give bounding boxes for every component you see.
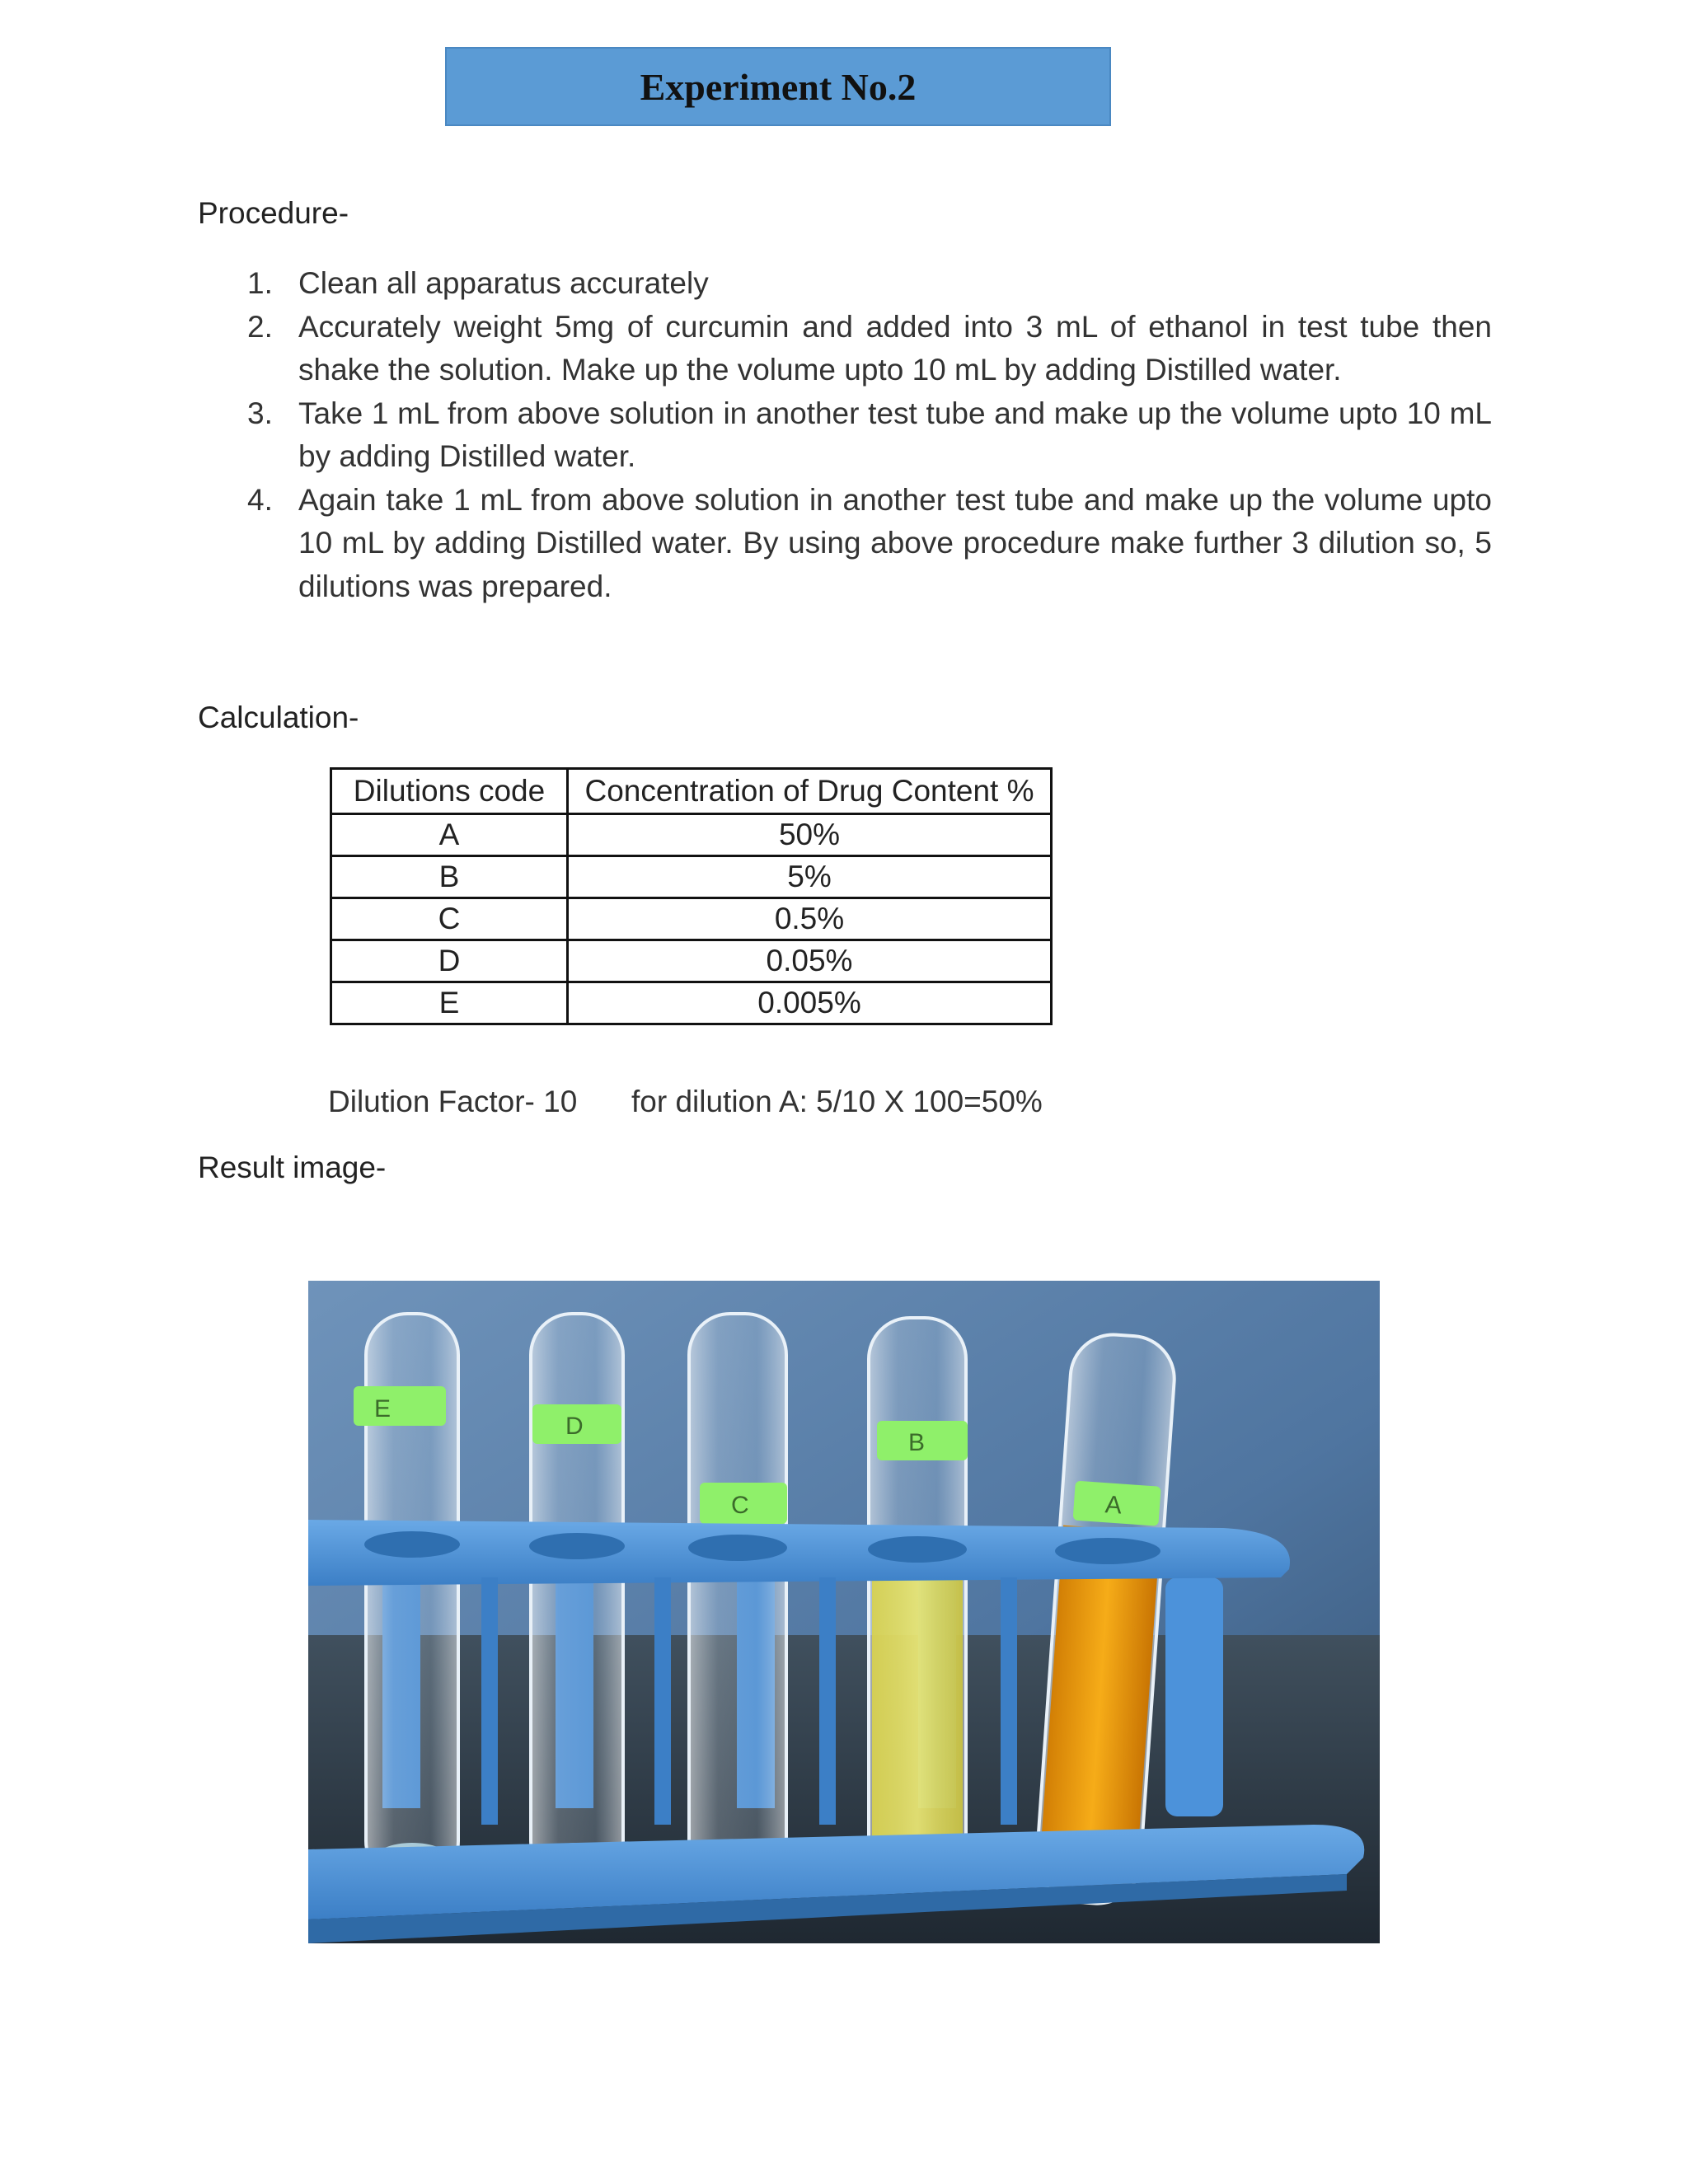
rack-post xyxy=(481,1577,498,1825)
concentration-cell: 50% xyxy=(568,814,1052,856)
table-row xyxy=(331,940,1052,982)
step-number: 4. xyxy=(247,482,273,517)
dilution-code-cell: B xyxy=(331,856,568,898)
calculation-heading: Calculation- xyxy=(198,701,359,734)
svg-text:B: B xyxy=(908,1429,926,1456)
test-tube-d xyxy=(531,1314,623,1882)
dilution-code-cell: D xyxy=(331,940,568,982)
title-box xyxy=(445,47,1111,126)
step-text: Again take 1 mL from above solution in another test tube and make up the volume upto 10 mL by adding Distilled water. By using above procedure make further 3 dilution so, 5 dilutions was prepared. xyxy=(298,482,1492,603)
svg-text:D: D xyxy=(565,1413,584,1440)
step-text: Take 1 mL from above solution in another test tube and make up the volume upto 10 mL by adding Distilled water. xyxy=(298,396,1492,473)
procedure-heading: Procedure- xyxy=(198,196,349,230)
test-tube-c xyxy=(689,1314,787,1882)
concentration-cell: 0.5% xyxy=(568,898,1052,940)
dilution-code-cell: A xyxy=(331,814,568,856)
dilution-factor-note: Dilution Factor- 10 xyxy=(328,1085,578,1118)
test-tube-e xyxy=(354,1314,458,1882)
svg-text:E: E xyxy=(374,1395,392,1422)
table-row xyxy=(331,898,1052,940)
step-text: Clean all apparatus accurately xyxy=(298,266,709,300)
table-row xyxy=(331,982,1052,1024)
svg-text:C: C xyxy=(731,1492,749,1519)
concentration-cell: 0.005% xyxy=(568,982,1052,1024)
step-text: Accurately weight 5mg of curcumin and added into 3 mL of ethanol in test tube then shake the solution. Make up the volume upto 10 mL by adding Distilled water. xyxy=(298,309,1492,387)
column-header: Dilutions code xyxy=(331,769,568,814)
table-row xyxy=(331,814,1052,856)
step-number: 1. xyxy=(247,266,273,300)
concentration-cell: 5% xyxy=(568,856,1052,898)
table-row xyxy=(331,856,1052,898)
concentration-cell: 0.05% xyxy=(568,940,1052,982)
result-heading: Result image- xyxy=(198,1151,387,1184)
rack-post xyxy=(819,1577,836,1825)
table-header-row xyxy=(331,769,1052,814)
page-title: Experiment No.2 xyxy=(640,65,917,108)
rack-post xyxy=(1165,1577,1223,1816)
procedure-list xyxy=(239,262,1492,608)
result-photo xyxy=(308,1281,1380,1943)
procedure-step xyxy=(239,479,1492,609)
svg-text:A: A xyxy=(1104,1491,1123,1520)
rack-post xyxy=(1001,1577,1017,1825)
dilution-formula-note: for dilution A: 5/10 X 100=50% xyxy=(631,1085,1043,1118)
dilution-code-cell: C xyxy=(331,898,568,940)
dilution-table xyxy=(330,767,1053,1025)
test-tube-b xyxy=(869,1318,968,1886)
procedure-step xyxy=(239,306,1492,392)
rack-post xyxy=(654,1577,671,1825)
procedure-step xyxy=(239,392,1492,479)
column-header: Concentration of Drug Content % xyxy=(568,769,1052,814)
step-number: 3. xyxy=(247,396,273,430)
dilution-code-cell: E xyxy=(331,982,568,1024)
step-number: 2. xyxy=(247,309,273,344)
procedure-step xyxy=(239,262,1492,306)
